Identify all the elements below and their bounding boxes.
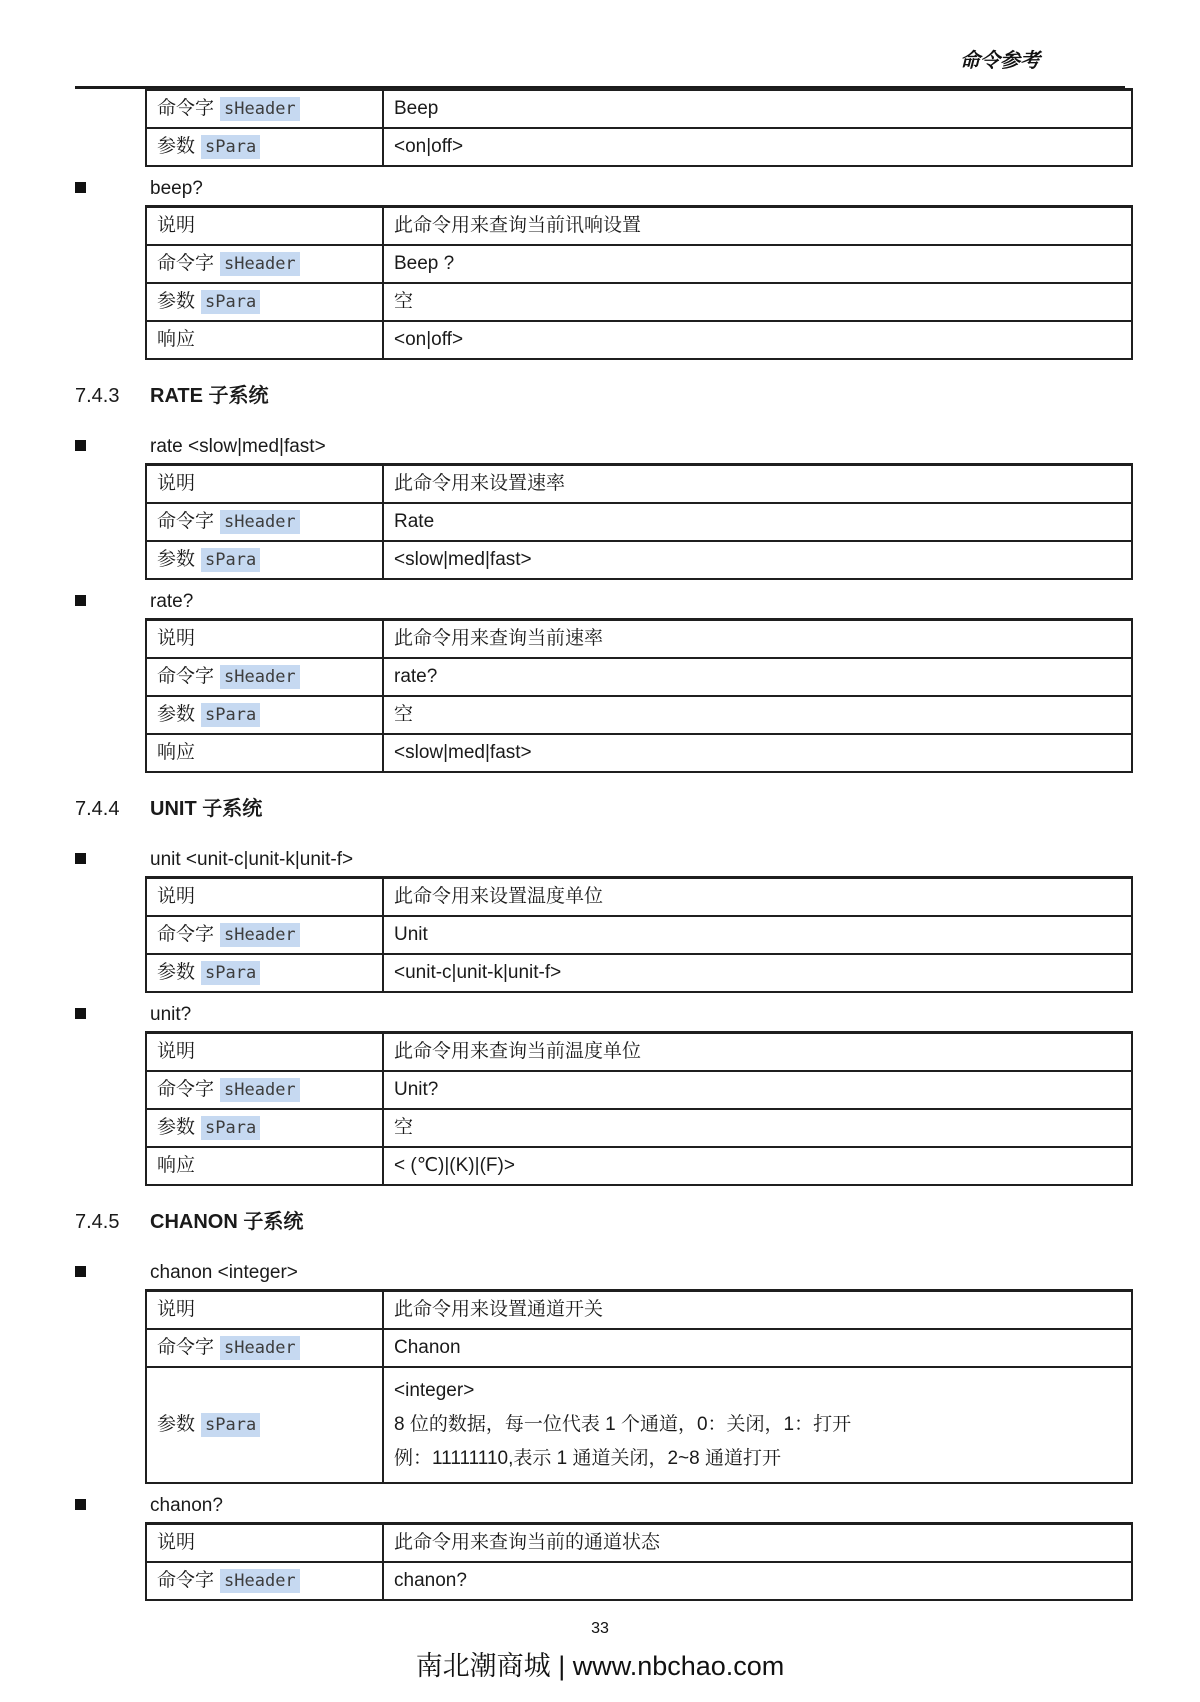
row-value: <unit-c|unit-k|unit-f> bbox=[383, 954, 1132, 992]
row-value: 此命令用来查询当前温度单位 bbox=[383, 1033, 1132, 1072]
row-label-cell bbox=[146, 245, 383, 283]
table-row bbox=[146, 658, 1132, 696]
inline-code-highlight: sHeader bbox=[220, 97, 300, 121]
command-text: chanon? bbox=[150, 1495, 223, 1516]
row-label-cell bbox=[146, 1562, 383, 1600]
row-value: 此命令用来查询当前讯响设置 bbox=[383, 207, 1132, 246]
table-row bbox=[146, 90, 1132, 129]
row-value: 空 bbox=[383, 283, 1132, 321]
table-row bbox=[146, 878, 1132, 917]
row-value: rate? bbox=[383, 658, 1132, 696]
command-table bbox=[145, 876, 1133, 993]
row-value: <slow|med|fast> bbox=[383, 541, 1132, 579]
row-label: 命令字 bbox=[157, 253, 215, 274]
table-row bbox=[146, 916, 1132, 954]
inline-code-highlight: sHeader bbox=[220, 665, 300, 689]
row-label-cell bbox=[146, 1033, 383, 1072]
row-label-cell bbox=[146, 620, 383, 659]
table-row bbox=[146, 696, 1132, 734]
table-row bbox=[146, 1329, 1132, 1367]
section-number: 7.4.5 bbox=[75, 1211, 120, 1233]
inline-code-highlight: sPara bbox=[201, 135, 260, 159]
row-value: 此命令用来查询当前的通道状态 bbox=[383, 1524, 1132, 1563]
bullet-square-icon bbox=[75, 595, 86, 606]
row-value: Chanon bbox=[383, 1329, 1132, 1367]
row-label-cell bbox=[146, 916, 383, 954]
inline-code-highlight: sPara bbox=[201, 290, 260, 314]
inline-code-highlight: sPara bbox=[201, 1116, 260, 1140]
table-row bbox=[146, 541, 1132, 579]
bullet-square-icon bbox=[75, 1266, 86, 1277]
inline-code-highlight: sPara bbox=[201, 1413, 260, 1437]
bullet-square-icon bbox=[75, 1008, 86, 1019]
table-row bbox=[146, 620, 1132, 659]
section-title: CHANON 子系统 bbox=[150, 1211, 304, 1233]
inline-code-highlight: sHeader bbox=[220, 1569, 300, 1593]
row-value: <on|off> bbox=[383, 321, 1132, 359]
row-label: 参数 bbox=[157, 962, 196, 983]
row-value: 此命令用来设置通道开关 bbox=[383, 1291, 1132, 1330]
table-row bbox=[146, 1524, 1132, 1563]
section-number: 7.4.4 bbox=[75, 798, 120, 820]
table-row bbox=[146, 1147, 1132, 1185]
inline-code-highlight: sPara bbox=[201, 548, 260, 572]
command-item bbox=[75, 591, 1133, 613]
row-label: 参数 bbox=[157, 549, 196, 570]
inline-code-highlight: sHeader bbox=[220, 1336, 300, 1360]
table-row bbox=[146, 954, 1132, 992]
command-table bbox=[145, 205, 1133, 360]
command-text: unit? bbox=[150, 1004, 192, 1025]
table-row bbox=[146, 283, 1132, 321]
row-label: 命令字 bbox=[157, 1337, 215, 1358]
command-text: rate <slow|med|fast> bbox=[150, 436, 326, 457]
row-label-cell bbox=[146, 696, 383, 734]
row-value-line: 例：11111110,表示 1 通道关闭，2~8 通道打开 bbox=[394, 1448, 781, 1469]
section-title: RATE 子系统 bbox=[150, 385, 269, 407]
row-value: 此命令用来设置温度单位 bbox=[383, 878, 1132, 917]
row-label: 命令字 bbox=[157, 1570, 215, 1591]
row-value: Beep ? bbox=[383, 245, 1132, 283]
row-label-cell bbox=[146, 128, 383, 166]
command-table bbox=[145, 1522, 1133, 1601]
command-text: rate? bbox=[150, 591, 194, 612]
row-value: Unit? bbox=[383, 1071, 1132, 1109]
row-label: 说明 bbox=[157, 1041, 196, 1062]
command-item bbox=[75, 178, 1133, 200]
command-item bbox=[75, 1262, 1133, 1284]
row-label-cell bbox=[146, 541, 383, 579]
table-row bbox=[146, 1033, 1132, 1072]
row-label-cell bbox=[146, 321, 383, 359]
row-label-cell bbox=[146, 1109, 383, 1147]
table-row bbox=[146, 128, 1132, 166]
row-label-cell bbox=[146, 90, 383, 129]
inline-code-highlight: sHeader bbox=[220, 252, 300, 276]
row-label: 参数 bbox=[157, 1414, 196, 1435]
row-label: 命令字 bbox=[157, 98, 215, 119]
table-row bbox=[146, 1367, 1132, 1483]
row-label-cell bbox=[146, 954, 383, 992]
row-label: 响应 bbox=[157, 1155, 196, 1176]
row-value: 空 bbox=[383, 696, 1132, 734]
row-label-cell bbox=[146, 658, 383, 696]
row-value: Rate bbox=[383, 503, 1132, 541]
command-text: beep? bbox=[150, 178, 203, 199]
row-label: 说明 bbox=[157, 1299, 196, 1320]
command-text: chanon <integer> bbox=[150, 1262, 298, 1283]
command-table bbox=[145, 618, 1133, 773]
table-row bbox=[146, 734, 1132, 772]
row-label: 命令字 bbox=[157, 666, 215, 687]
bullet-square-icon bbox=[75, 182, 86, 193]
row-value: <slow|med|fast> bbox=[383, 734, 1132, 772]
section-title: UNIT 子系统 bbox=[150, 798, 263, 820]
row-label-cell bbox=[146, 1291, 383, 1330]
row-label: 说明 bbox=[157, 1532, 196, 1553]
row-label-cell bbox=[146, 207, 383, 246]
command-table bbox=[145, 1289, 1133, 1484]
table-row bbox=[146, 321, 1132, 359]
row-value: 此命令用来查询当前速率 bbox=[383, 620, 1132, 659]
command-text: unit <unit-c|unit-k|unit-f> bbox=[150, 849, 354, 870]
section-heading bbox=[75, 382, 1133, 410]
command-item bbox=[75, 1004, 1133, 1026]
table-row bbox=[146, 245, 1132, 283]
row-value: Unit bbox=[383, 916, 1132, 954]
table-row bbox=[146, 1109, 1132, 1147]
section-heading bbox=[75, 795, 1133, 823]
row-value: <on|off> bbox=[383, 128, 1132, 166]
page-number: 33 bbox=[591, 1620, 609, 1637]
row-value: < (℃)|(K)|(F)> bbox=[383, 1147, 1132, 1185]
row-label: 命令字 bbox=[157, 924, 215, 945]
command-table bbox=[145, 88, 1133, 167]
site-footer: 南北潮商城 | www.nbchao.com bbox=[415, 1651, 785, 1681]
row-label-cell bbox=[146, 1071, 383, 1109]
row-value: chanon? bbox=[383, 1562, 1132, 1600]
command-item bbox=[75, 436, 1133, 458]
command-item bbox=[75, 849, 1133, 871]
row-label-cell bbox=[146, 1367, 383, 1483]
row-label-cell bbox=[146, 734, 383, 772]
row-label-cell bbox=[146, 878, 383, 917]
inline-code-highlight: sPara bbox=[201, 961, 260, 985]
section-number: 7.4.3 bbox=[75, 385, 120, 407]
row-value: Beep bbox=[383, 90, 1132, 129]
row-label: 命令字 bbox=[157, 1079, 215, 1100]
bullet-square-icon bbox=[75, 1499, 86, 1510]
page-content bbox=[75, 88, 1133, 1601]
table-row bbox=[146, 1071, 1132, 1109]
row-label: 命令字 bbox=[157, 511, 215, 532]
row-label: 响应 bbox=[157, 742, 196, 763]
row-value-cell bbox=[383, 1367, 1132, 1483]
row-label: 参数 bbox=[157, 136, 196, 157]
inline-code-highlight: sPara bbox=[201, 703, 260, 727]
bullet-square-icon bbox=[75, 853, 86, 864]
row-label-cell bbox=[146, 1147, 383, 1185]
row-label-cell bbox=[146, 465, 383, 504]
row-value-line: 8 位的数据，每一位代表 1 个通道，0：关闭，1：打开 bbox=[394, 1414, 852, 1435]
row-label: 说明 bbox=[157, 628, 196, 649]
row-label: 参数 bbox=[157, 704, 196, 725]
row-label-cell bbox=[146, 503, 383, 541]
row-label: 参数 bbox=[157, 291, 196, 312]
page-header-title: 命令参考 bbox=[960, 50, 1040, 72]
row-label-cell bbox=[146, 1524, 383, 1563]
row-value-line: <integer> bbox=[394, 1380, 475, 1401]
row-label: 参数 bbox=[157, 1117, 196, 1138]
section-heading bbox=[75, 1208, 1133, 1236]
inline-code-highlight: sHeader bbox=[220, 923, 300, 947]
row-label-cell bbox=[146, 283, 383, 321]
command-item bbox=[75, 1495, 1133, 1517]
table-row bbox=[146, 1562, 1132, 1600]
row-label: 说明 bbox=[157, 886, 196, 907]
row-label: 响应 bbox=[157, 329, 196, 350]
row-label: 说明 bbox=[157, 473, 196, 494]
row-label: 说明 bbox=[157, 215, 196, 236]
table-row bbox=[146, 207, 1132, 246]
inline-code-highlight: sHeader bbox=[220, 510, 300, 534]
table-row bbox=[146, 503, 1132, 541]
command-table bbox=[145, 463, 1133, 580]
row-value: 此命令用来设置速率 bbox=[383, 465, 1132, 504]
row-value: 空 bbox=[383, 1109, 1132, 1147]
table-row bbox=[146, 1291, 1132, 1330]
inline-code-highlight: sHeader bbox=[220, 1078, 300, 1102]
bullet-square-icon bbox=[75, 440, 86, 451]
table-row bbox=[146, 465, 1132, 504]
command-table bbox=[145, 1031, 1133, 1186]
row-label-cell bbox=[146, 1329, 383, 1367]
